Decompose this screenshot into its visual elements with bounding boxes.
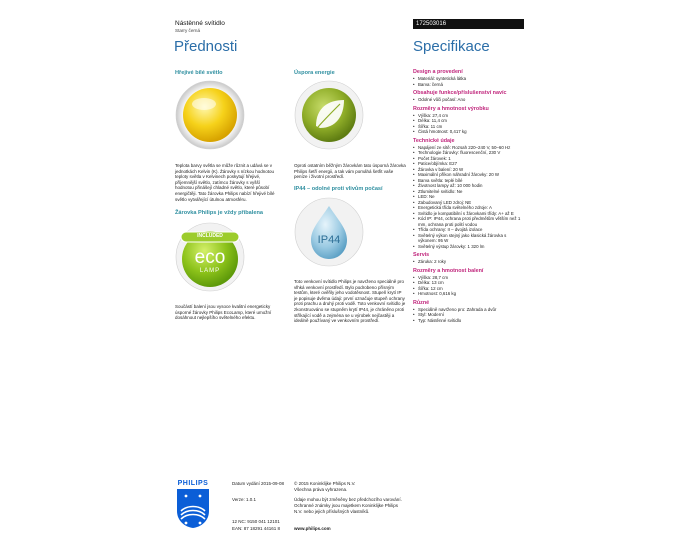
spec-item: • Barva světla: teplé bílé [413,178,525,184]
eco-lamp-badge-icon [175,222,245,292]
philips-logo [175,480,211,532]
badge-eco-text: eco [194,247,226,268]
spec-item: • Styl: Moderní [413,312,525,318]
feature-text-warm-light: Teplota barvy světla se může různit a udává se v jednotkách Kelvin (K). Žárovky s nízkou hodnotou teploty světla v Kelvinech poskytují hřejivé, příjemnější světlo, zatímco žárovky s vyšší hodnotou přinášejí chladné světlo, které působí energičtěji. Tato žárovka Philips nabízí hřejivé bílé světlo vytvářející útulnou atmosféru. [175,163,275,202]
feature-text-lamp-included: Součástí balení jsou vysoce kvalitní energeticky úsporné žárovky Philips EcoLamp, které umožní dosáhnout nejlepšího světelného efektu. [175,304,272,321]
spec-item: • Barva: černá [413,82,525,88]
ean: EAN: 87 18291 44161 8 [232,526,281,531]
spec-item: • Maximální příkon náhradní žárovky: 20 W [413,172,525,178]
spec-item: • Materiál: syntetická látka [413,76,525,82]
spec-section-list [413,275,525,297]
website-link[interactable]: www.philips.com [294,526,331,531]
spec-item: • Délka: 13 cm [413,280,525,286]
spec-item: • Třída ochrany: II – dvojitá izolace [413,227,525,233]
spec-section-heading: Rozměry a hmotnost výrobku [413,105,489,112]
feature-heading-ip44: IP44 – odolné proti vlivům počasí [294,186,383,192]
badge-lamp-text: LAMP [199,268,221,274]
spec-item: • Energetická třída světelného zdroje: A [413,205,525,211]
spec-item: • Světelný výstup žárovky: 1 320 lm [413,244,525,250]
feature-text-energy-saving: Oproti ostatním běžným žárovkám tato úsporná žárovka Philips šetří energii, a tak vám pomáhá šetřit vaše peníze i životní prostředí. [294,163,406,180]
spec-item: • Čistá hmotnost: 0,417 kg [413,129,525,135]
spec-section-list [413,307,525,324]
spec-item: • Počet žárovek: 1 [413,156,525,162]
ip44-drop-icon [294,197,364,267]
issue-date: Datum vydání 2015-09-08 [232,481,285,486]
spec-section-heading: Rozměry a hmotnost balení [413,267,484,274]
spec-section-list [413,113,525,135]
feature-text-ip44: Toto venkovní svítidlo Philips je navrženo speciálně pro vlhká venkovní prostředí. Bylo podrobeno přísným testům, které ověřily jeho vodotěsnost. Stupeň krytí IP je popisuje dvěma údaji: první označuje stupeň ochrany proti prachu a druhý proti vodě. Toto venkovní svítidlo je zkonstruováno se stupněm krytí IP44, je chráněno proti stříkající vodě a zejména se u výrobek nejčastěji a ideálně používaný ve venkovním prostředí. [294,279,406,324]
spec-section-heading: Design a provedení [413,69,463,75]
spec-section-heading: Technické údaje [413,137,455,144]
spec-item: • LED: Ne [413,194,525,200]
spec-item: • Šířka: 12 cm [413,286,525,292]
product-code-bar [413,19,524,29]
disclaimer: Údaje mohou být změněny bez předchozího varování. Ochranné známky jsou majetkem Koninklijke Philips N.V. nebo jejich příslušných vlastníků. [294,497,402,514]
spec-item: • Odolné vůči počasí: Ano [413,97,525,103]
twelve-nc: 12 NC: 9150 041 12101 [232,519,280,524]
spec-section-heading: Servis [413,252,430,258]
badge-included-text: INCLUDED [197,233,223,239]
philips-wordmark: PHILIPS [177,480,209,487]
spec-item: • Světelný výkon stejný jako klasická žárovka s výkonem: 95 W [413,233,525,244]
spec-item: • Napájení ze sítě: Rozsah 220–240 V, 50–60 Hz [413,145,525,151]
spec-item: • Speciálně navrženo pro: Zahrada a dvůr [413,307,525,313]
ip44-badge-text: IP44 [317,234,341,246]
feature-heading-warm-light: Hřejivé bílé světlo [175,70,223,76]
spec-item: • Kód IP: IP44, ochrana proti předmětům větším než 1 mm, ochrana proti polití vodou [413,216,525,227]
spec-item: • Záruka: 2 roky [413,259,525,265]
specs-title: Specifikace [413,38,490,55]
product-code: 172503016 [416,21,447,27]
spec-section-list [413,259,525,265]
feature-heading-energy-saving: Úspora energie [294,70,335,76]
spec-item: • Svítidlo je kompatibilní s žárovkami třídy: A+ až E [413,211,525,217]
spec-item: • Životnost lampy až: 10 000 hodin [413,183,525,189]
spec-section-heading: Obsahuje funkce/příslušenství navíc [413,90,507,96]
leaf-icon [294,80,364,150]
spec-item: • Typ: Nástěnné svítidlo [413,318,525,324]
product-variant: Starry černá [175,28,201,33]
specs-list [413,69,525,323]
spec-section-list [413,97,525,103]
product-name: Nástěnné svítidlo [175,20,225,27]
copyright: © 2015 Koninklijke Philips N.V. [294,481,356,486]
spec-item: • Žárovka v balení: 20 W [413,167,525,173]
spec-item: • Výška: 28,7 cm [413,275,525,281]
spec-section-list [413,76,525,87]
philips-shield-icon [175,487,211,529]
spec-section-list [413,145,525,250]
benefits-title: Přednosti [174,38,238,55]
spec-item: • Šířka: 11 cm [413,124,525,130]
spec-item: • Výška: 27,4 cm [413,113,525,119]
version: Verze: 1.0.1 [232,497,257,502]
spec-item: • Hmotnost: 0,616 kg [413,291,525,297]
warm-light-bulb-icon [175,80,245,150]
spec-item: • Ztlumitelné svítidlo: Ne [413,189,525,195]
spec-item: • Patice/objímka: E27 [413,161,525,167]
spec-item: • Zabudovaný LED zdroj: NE [413,200,525,206]
feature-heading-lamp-included: Žárovka Philips je vždy přibalena [175,210,263,216]
rights: Všechna práva vyhrazena. [294,487,348,492]
spec-section-heading: Různé [413,299,430,306]
spec-item: • Technologie žárovky: fluorescenční, 230 V [413,150,525,156]
spec-item: • Délka: 11,4 cm [413,118,525,124]
